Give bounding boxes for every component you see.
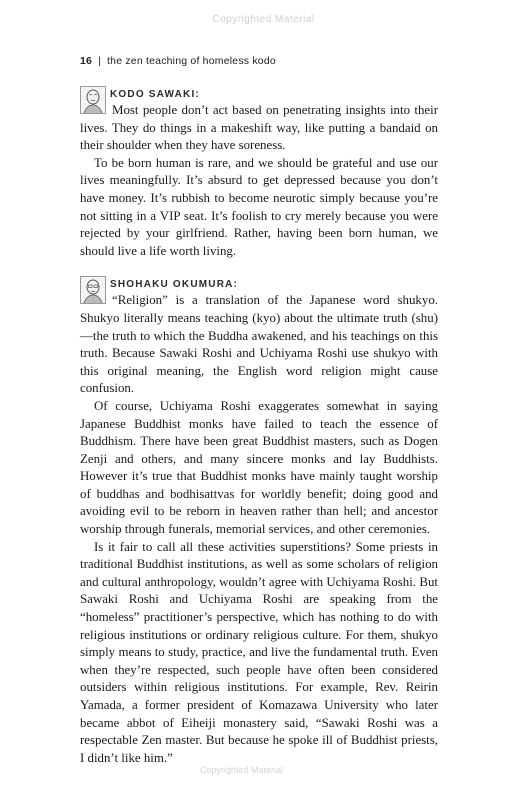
copyright-watermark-top: Copyrighted Material <box>212 14 315 25</box>
copyright-watermark-bottom: Copyrighted Material <box>200 765 284 775</box>
shohaku-okumura-portrait-icon <box>80 276 106 304</box>
paragraph: Is it fair to call all these activities superstitions? Some priests in traditional Buddhist institutions, as well as some scholars of religion and cultural anthropology, wouldn’t agree with Uchiyama Roshi. But Sawaki Roshi and Uchiyama Roshi are speaking from the “homeless” practitioner’s perspective, which has nothing to do with religious institutions or ordinary religious culture. For them, shukyo simply means to study, practice, and live the fundamental truth. Even when they’re respected, such people have often been considered outsiders within religious institutions. For example, Rev. Reirin Yamada, a former president of Komazawa University who later became abbot of Eiheiji monastery said, “Sawaki Roshi was a respectable Zen master. But because he spoke ill of Buddhist priests, I didn’t like him.” <box>80 539 438 765</box>
running-header <box>80 55 276 67</box>
running-title: the zen teaching of homeless kodo <box>107 55 276 67</box>
page-number: 16 <box>80 55 93 67</box>
speaker-name: KODO SAWAKI: <box>110 89 200 100</box>
paragraph: Most people don’t act based on penetrating insights into their lives. They do things in a makeshift way, like putting a bandaid on their shoulder when they have soreness. <box>80 103 438 153</box>
paragraph: “Religion” is a translation of the Japanese word shukyo. Shukyo literally means teaching (kyo) about the ultimate truth (shu)—the truth to which the Buddha awakened, and his teachings on this truth. Because Sawaki Roshi and Uchiyama Roshi use shukyo with this original meaning, the English word religion might cause confusion. <box>80 293 438 396</box>
kodo-sawaki-portrait-icon <box>80 86 106 114</box>
section-body <box>80 292 438 767</box>
section-body <box>80 102 438 260</box>
paragraph: Of course, Uchiyama Roshi exaggerates somewhat in saying Japanese Buddhist monks have failed to teach the essence of Buddhism. There have been great Buddhist masters, such as Dogen Zenji and others, and many sincere monks and lay Buddhists. However it’s true that Buddhist monks have mainly taught worship of buddhas and bodhisattvas for worldly benefit; doing good and avoiding evil to be reborn in heaven rather than hell; and ancestor worship through funerals, memorial services, and other ceremonies. <box>80 398 438 537</box>
page-content <box>80 86 438 767</box>
header-separator: | <box>98 55 102 67</box>
commentary-section-kodo-sawaki <box>80 86 438 260</box>
paragraph: To be born human is rare, and we should be grateful and use our lives meaningfully. It’s absurd to get depressed because you don’t have money. It’s rubbish to become neurotic simply because you’re not sitting in a VIP seat. It’s foolish to cry merely because you were rejected by your girlfriend. Rather, having been born human, we should live a life worth living. <box>80 155 438 258</box>
speaker-name: SHOHAKU OKUMURA: <box>110 279 239 291</box>
commentary-section-shohaku-okumura <box>80 276 438 767</box>
